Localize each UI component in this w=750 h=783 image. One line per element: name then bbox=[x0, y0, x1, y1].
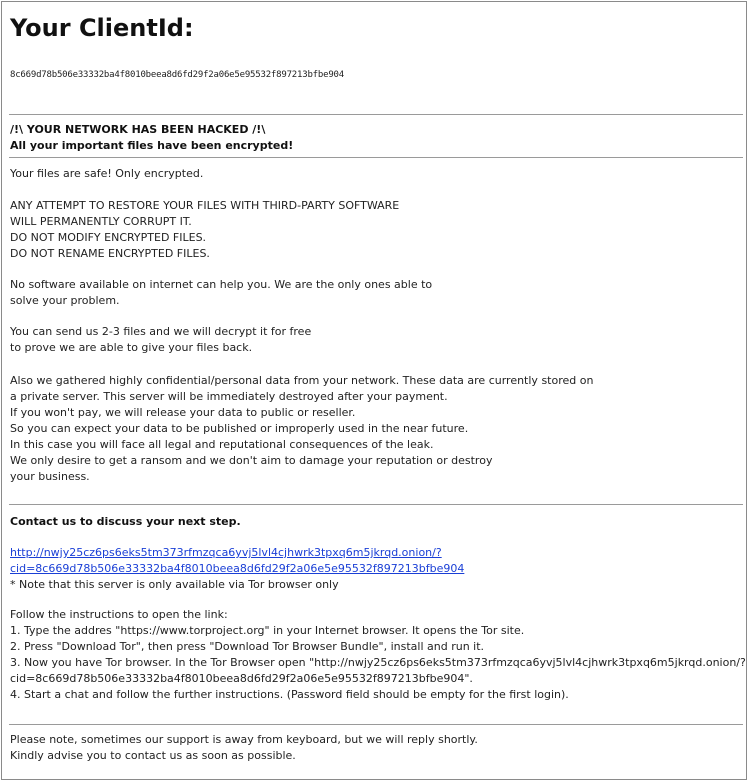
text-line: DO NOT MODIFY ENCRYPTED FILES. bbox=[10, 231, 207, 244]
text-line: Also we gathered highly confidential/personal data from your network. These data are currently stored on bbox=[10, 374, 594, 387]
text-line: If you won't pay, we will release your data to public or reseller. bbox=[10, 406, 356, 419]
text-line: 3. Now you have Tor browser. In the Tor Browser open "http://nwjy25cz6ps6eks5tm373rfmzqca6yvj5lvl4cjhwrk3tpxq6m5jkrqd.onion/? bbox=[10, 656, 746, 669]
onion-link[interactable]: http://nwjy25cz6ps6eks5tm373rfmzqca6yvj5lvl4cjhwrk3tpxq6m5jkrqd.onion/? bbox=[10, 546, 442, 559]
instructions-block bbox=[10, 607, 746, 703]
text-line: We only desire to get a ransom and we don't aim to damage your reputation or destroy bbox=[10, 454, 493, 467]
footer-block bbox=[10, 732, 478, 764]
text-line: In this case you will face all legal and reputational consequences of the leak. bbox=[10, 438, 434, 451]
text-line: No software available on internet can help you. We are the only ones able to bbox=[10, 278, 433, 291]
text-line: So you can expect your data to be published or improperly used in the near future. bbox=[10, 422, 469, 435]
text-line: Please note, sometimes our support is away from keyboard, but we will reply shortly. bbox=[10, 733, 478, 746]
data-leak-block bbox=[10, 373, 593, 485]
text-line: Follow the instructions to open the link: bbox=[10, 608, 228, 621]
warning-block bbox=[10, 198, 399, 262]
onion-link-cid[interactable]: cid=8c669d78b506e33332ba4f8010beea8d6fd29f2a06e5e95532f897213bfbe904 bbox=[10, 562, 465, 575]
text-line: Your files are safe! Only encrypted. bbox=[10, 167, 204, 180]
text-line: to prove we are able to give your files back. bbox=[10, 341, 253, 354]
text-line: your business. bbox=[10, 470, 90, 483]
page-title: Your ClientId: bbox=[10, 14, 194, 42]
onion-link-block bbox=[10, 545, 464, 593]
divider bbox=[9, 504, 743, 505]
text-line: Kindly advise you to contact us as soon as possible. bbox=[10, 749, 296, 762]
text-line: a private server. This server will be immediately destroyed after your payment. bbox=[10, 390, 448, 403]
text-line: ANY ATTEMPT TO RESTORE YOUR FILES WITH THIRD-PARTY SOFTWARE bbox=[10, 199, 400, 212]
safe-text bbox=[10, 166, 203, 182]
text-line: WILL PERMANENTLY CORRUPT IT. bbox=[10, 215, 192, 228]
hacked-banner bbox=[10, 122, 293, 154]
no-software-block bbox=[10, 277, 432, 309]
divider bbox=[9, 114, 743, 115]
tor-note: * Note that this server is only available via Tor browser only bbox=[10, 578, 339, 591]
contact-heading: Contact us to discuss your next step. bbox=[10, 515, 241, 528]
text-line: DO NOT RENAME ENCRYPTED FILES. bbox=[10, 247, 210, 260]
text-line: 1. Type the addres "https://www.torproject.org" in your Internet browser. It opens the Tor site. bbox=[10, 624, 525, 637]
ransom-note-window bbox=[1, 1, 747, 780]
banner-line: /!\ YOUR NETWORK HAS BEEN HACKED /!\ bbox=[10, 123, 266, 136]
text-line: 2. Press "Download Tor", then press "Download Tor Browser Bundle", install and run it. bbox=[10, 640, 485, 653]
send-files-block bbox=[10, 324, 311, 356]
client-id: 8c669d78b506e33332ba4f8010beea8d6fd29f2a06e5e95532f897213bfbe904 bbox=[10, 70, 344, 80]
text-line: solve your problem. bbox=[10, 294, 120, 307]
text-line: cid=8c669d78b506e33332ba4f8010beea8d6fd29f2a06e5e95532f897213bfbe904". bbox=[10, 672, 473, 685]
text-line: You can send us 2-3 files and we will decrypt it for free bbox=[10, 325, 312, 338]
banner-line: All your important files have been encrypted! bbox=[10, 139, 294, 152]
divider bbox=[9, 724, 743, 725]
divider bbox=[9, 157, 743, 158]
text-line: 4. Start a chat and follow the further instructions. (Password field should be empty for the first login). bbox=[10, 688, 569, 701]
